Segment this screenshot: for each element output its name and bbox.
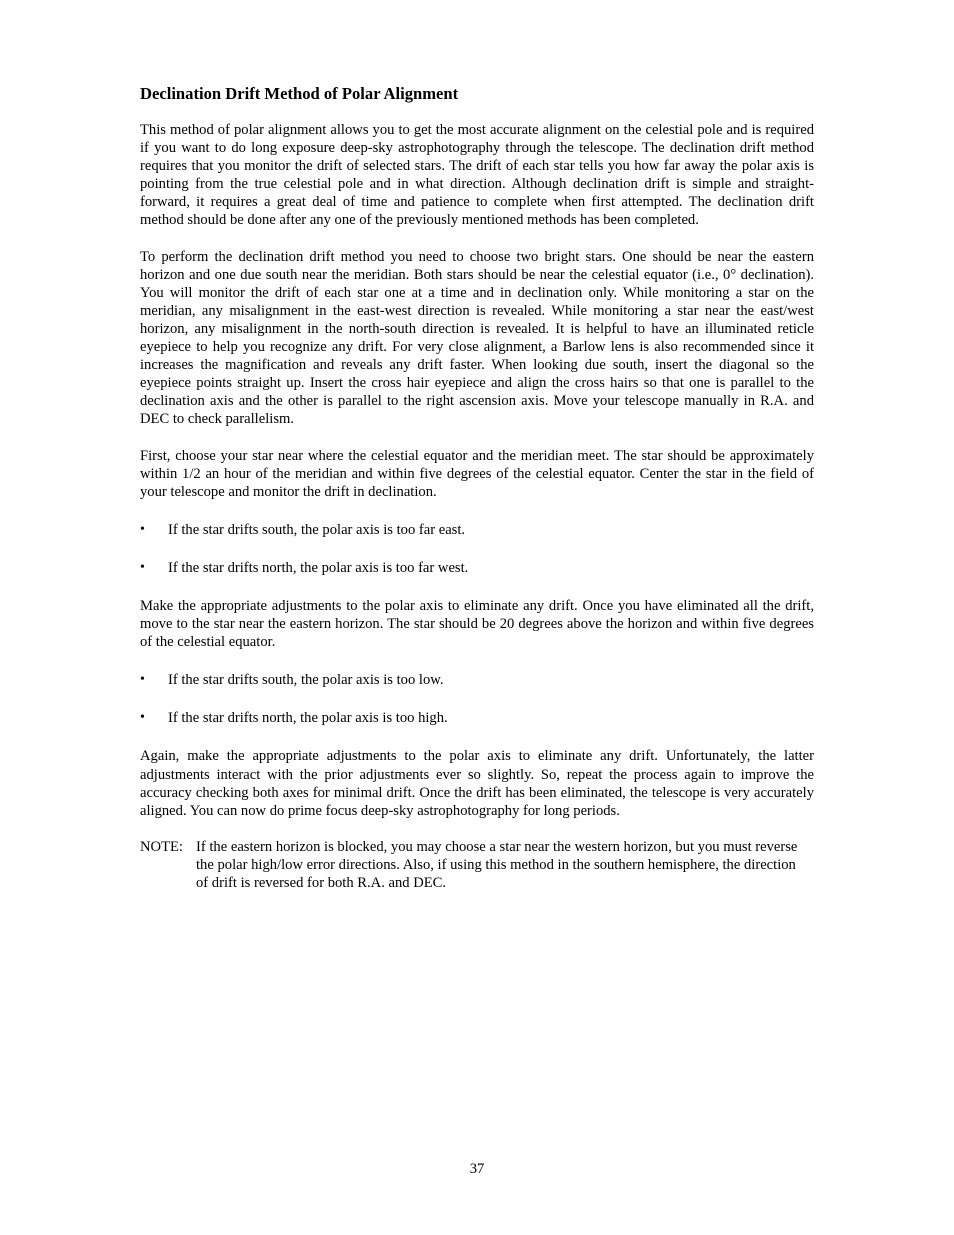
note-text: If the eastern horizon is blocked, you may choose a star near the western horizon, but you must reverse the polar high/low error directions. Also, if using this method in the southern hemisphere, the direction of drift is reversed for both R.A. and DEC. [196, 838, 798, 891]
section-heading: Declination Drift Method of Polar Alignment [140, 84, 459, 103]
list-item [140, 521, 814, 539]
paragraph-intro: This method of polar alignment allows you to get the most accurate alignment on the celestial pole and is required if you want to do long exposure deep-sky astrophotography through the telescope. The declination drift method requires that you monitor the drift of selected stars. The drift of each star tells you how far away the polar axis is pointing from the true celestial pole and in what direction. Although declination drift is simple and straight-forward, it requires a great deal of time and patience to complete when first attempted. The declination drift method should be done after any one of the previously mentioned methods has been completed. [140, 122, 814, 229]
list-item [140, 559, 814, 577]
paragraph-eastern-star: Make the appropriate adjustments to the polar axis to eliminate any drift. Once you have eliminated all the drift, move to the star near the eastern horizon. The star should be 20 degrees above the horizon and within five degrees of the celestial equator. [140, 597, 814, 651]
list-item [140, 671, 814, 689]
paragraph-meridian-star: First, choose your star near where the celestial equator and the meridian meet. The star should be approximately within 1/2 an hour of the meridian and within five degrees of the celestial equator. Center the star in the field of your telescope and monitor the drift in declination. [140, 447, 814, 500]
bullet-icon: • [140, 710, 145, 726]
bullet-icon: • [140, 521, 145, 537]
bullet-icon: • [140, 672, 145, 688]
paragraph-procedure: To perform the declination drift method you need to choose two bright stars. One should be near the eastern horizon and one due south near the meridian. Both stars should be near the celestial equator (i.e., 0° declination). You will monitor the drift of each star one at a time and in declination only. While monitoring a star on the meridian, any misalignment in the east-west direction is revealed. While monitoring a star near the east/west horizon, any misalignment in the north-south direction is revealed. It is helpful to have an illuminated reticle eyepiece to help you recognize any drift. For very close alignment, a Barlow lens is also recommended since it increases the magnification and reveals any drift faster. When looking due south, insert the diagonal so the eyepiece points straight up. Insert the cross hair eyepiece and align the cross hairs so that one is parallel to the declination axis and the other is parallel to the right ascension axis. Move your telescope manually in R.A. and DEC to check parallelism. [140, 248, 814, 428]
bullet-list-eastern [140, 671, 814, 727]
list-item [140, 709, 814, 727]
bullet-list-meridian [140, 521, 814, 577]
note-label: NOTE: [140, 838, 183, 855]
list-item-text: If the star drifts south, the polar axis is too far east. [168, 521, 466, 538]
document-page [140, 84, 814, 892]
paragraph-final-adjustment: Again, make the appropriate adjustments to the polar axis to eliminate any drift. Unfortunately, the latter adjustments interact with the prior adjustments ever so slightly. So, repeat the process again to improve the accuracy checking both axes for minimal drift. Once the drift has been eliminated, the telescope is very accurately aligned. You can now do prime focus deep-sky astrophotography for long periods. [140, 748, 814, 819]
list-item-text: If the star drifts south, the polar axis is too low. [168, 672, 444, 689]
page-number: 37 [469, 1161, 485, 1177]
bullet-icon: • [140, 559, 145, 575]
note-block [140, 838, 814, 892]
list-item-text: If the star drifts north, the polar axis is too far west. [168, 559, 469, 576]
list-item-text: If the star drifts north, the polar axis is too high. [168, 710, 448, 727]
